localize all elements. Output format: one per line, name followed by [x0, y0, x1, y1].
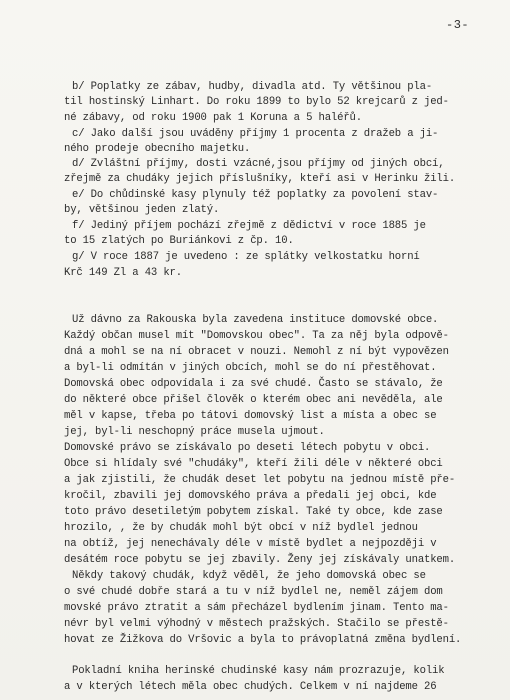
text-line: ného prodeje obecního majetku.: [64, 143, 251, 155]
text-line: né zábavy, od roku 1900 pak 1 Koruna a 5 haléřů.: [64, 112, 362, 124]
text-line: Každý občan musel mít "Domovskou obec". Ta za něj byla odpově-: [64, 330, 449, 342]
text-line: e/ Do chůdinské kasy plynuly též poplatky za povolení stav-: [72, 189, 439, 201]
text-line: Krč 149 Zl a 43 kr.: [64, 267, 182, 279]
text-line: do některé obce přišel člověk o kterém obec ani nevěděla, ale: [64, 394, 443, 406]
text-line: Domovská obec odpovídala i za své chudé. Často se stávalo, že: [64, 378, 443, 390]
text-line: movské právo ztratit a sám přecházel bydlením jinam. Tento ma-: [64, 602, 449, 614]
page-number: -3-: [446, 18, 470, 32]
text-line: měl v kapse, třeba po tátovi domovský list a místa a obec se: [64, 410, 437, 422]
text-line: jej, byl-li neschopný práce musela ujmout.: [64, 426, 325, 438]
text-line: Pokladní kniha herinské chudinské kasy nám prozrazuje, kolik: [72, 665, 445, 677]
text-line: hovat ze Žižkova do Vršovic a byla to právoplatná změna bydlení.: [64, 634, 462, 646]
text-line: by, většinou jeden zlatý.: [64, 204, 220, 216]
text-line: b/ Poplatky ze zábav, hudby, divadla atd. Ty většinou pla-: [72, 81, 433, 93]
text-line: névr byl velmi výhodný v městech pražských. Stačilo se přestě-: [64, 618, 449, 630]
text-line: zřejmě za chudáky jejich příslušníky, kteří asi v Herinku žili.: [64, 173, 456, 185]
text-line: desátém roce pobytu se jej zbavily. Ženy jej získávaly unatkem.: [64, 554, 456, 566]
text-line: c/ Jako další jsou uváděny příjmy 1 procenta z dražeb a ji-: [72, 128, 439, 140]
text-line: dná a mohl se na ní obracet v nouzi. Nemohl z ní být vypovězen: [64, 346, 449, 358]
text-line: toto právo desetiletým pobytem získal. Také ty obce, kde zase: [64, 506, 443, 518]
text-line: til hostinský Linhart. Do roku 1899 to bylo 52 krejcarů z jed-: [64, 96, 449, 108]
text-line: a jak zjistili, že chudák deset let pobytu na jednou místě pře-: [64, 474, 456, 486]
text-line: g/ V roce 1887 je uvedeno : ze splátky velkostatku horní: [72, 251, 420, 263]
text-line: Domovské právo se získávalo po deseti létech pobytu v obci.: [64, 442, 431, 454]
text-line: a v kterých létech měla obec chudých. Celkem v ní najdeme 26: [64, 681, 437, 693]
text-line: a byl-li odmítán v jiných obcích, mohl se do ní přestěhovat.: [64, 362, 437, 374]
text-line: na obtíž, jej nenechávaly déle v místě bydlet a nejpozději v: [64, 538, 437, 550]
text-line: to 15 zlatých po Buriánkovi z čp. 10.: [64, 235, 294, 247]
text-line: f/ Jediný příjem pochází zřejmě z dědictví v roce 1885 je: [72, 220, 426, 232]
text-line: Někdy takový chudák, když věděl, že jeho domovská obec se: [72, 570, 426, 582]
text-line: d/ Zvláštní příjmy, dosti vzácné,jsou příjmy od jiných obcí,: [72, 158, 445, 170]
text-line: kročil, zbavili jej domovského práva a předali jej obci, kde: [64, 490, 437, 502]
text-line: o své chudé dobře stará a tu v níž bydlel ne, neměl zájem dom: [64, 586, 443, 598]
text-line: Obce si hlídaly své "chudáky", kteří žili déle v některé obci: [64, 458, 443, 470]
text-line: Už dávno za Rakouska byla zavedena instituce domovské obce.: [72, 314, 439, 326]
text-line: hrozilo, , že by chudák mohl být obcí v níž bydlel jednou: [64, 522, 418, 534]
